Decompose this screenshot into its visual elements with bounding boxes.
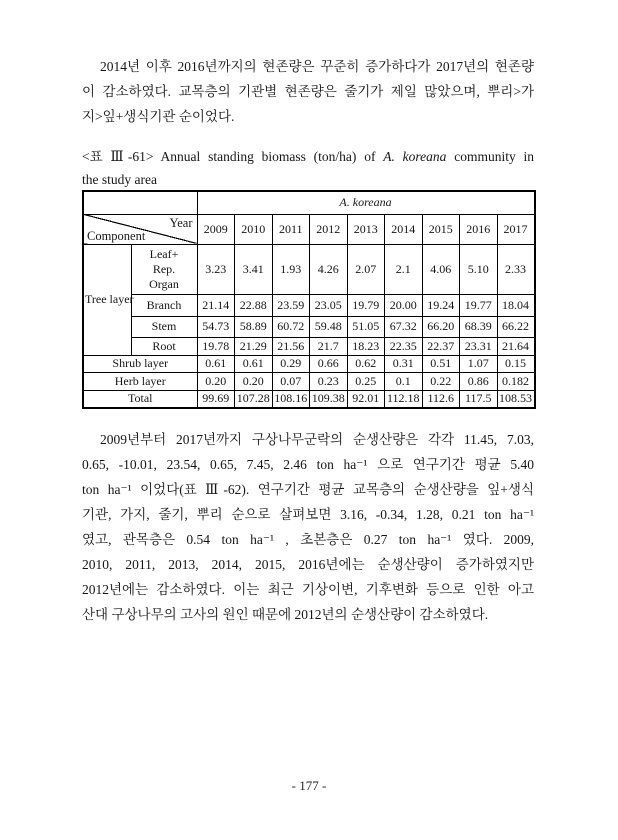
paragraph-line: 이 감소하였다. 교목층의 기관별 현존량은 줄기가 제일 많았으며, 뿌리>가	[82, 84, 534, 99]
total-label: Total	[83, 390, 197, 408]
table-cell: 54.73	[197, 316, 235, 337]
page-number: - 177 -	[291, 778, 327, 793]
paragraph-net-production	[82, 427, 534, 627]
table-cell: 3.41	[235, 244, 273, 294]
table-cell: 68.39	[460, 316, 498, 337]
table-cell: 1.07	[460, 355, 498, 372]
table-cell: 2.07	[347, 244, 385, 294]
table-cell: 51.05	[347, 316, 385, 337]
paragraph-line: 산대 구상나무의 고사의 원인 때문에 2012년의 순생산량이 감소하였다.	[82, 607, 489, 622]
table-cell: 0.61	[197, 355, 235, 372]
table-cell: 0.07	[272, 372, 310, 390]
table-cell: 20.00	[385, 294, 423, 316]
table-cell: 0.29	[272, 355, 310, 372]
table-cell: 99.69	[197, 390, 235, 408]
table-cell: 0.62	[347, 355, 385, 372]
table-cell: 2.33	[497, 244, 535, 294]
table-cell: 117.5	[460, 390, 498, 408]
paragraph-line: 2010, 2011, 2013, 2014, 2015, 2016년에는 순생산량이 증가하였지만	[82, 557, 534, 572]
table-caption-line-1: <표 Ⅲ-61> Annual standing biomass (ton/ha) of A. koreana community in	[82, 149, 534, 164]
leaf-label-line: Organ	[149, 276, 179, 291]
table-cell: 108.53	[497, 390, 535, 408]
paragraph-line: 2012년에는 감소하였다. 이는 최근 기상이변, 기후변화 등으로 인한 아고	[82, 582, 534, 597]
table-cell: 92.01	[347, 390, 385, 408]
table-cell: 22.37	[422, 337, 460, 355]
table-cell: 112.6	[422, 390, 460, 408]
table-cell: 0.31	[385, 355, 423, 372]
paragraph-line: 기관, 가지, 줄기, 뿌리 순으로 살펴보면 3.16, -0.34, 1.28, 0.21 ton ha⁻¹	[82, 507, 534, 522]
paragraph-standing-biomass	[82, 54, 534, 129]
paragraph-line: 2014년 이후 2016년까지의 현존량은 꾸준히 증가하다가 2017년의 현존량	[100, 59, 534, 74]
table-cell: 21.29	[235, 337, 273, 355]
table-cell: 19.77	[460, 294, 498, 316]
table-cell: 19.78	[197, 337, 235, 355]
table-cell: 18.04	[497, 294, 535, 316]
table-cell: 23.59	[272, 294, 310, 316]
stem-label: Stem	[131, 316, 197, 337]
table-cell: 21.14	[197, 294, 235, 316]
year-header: 2010	[235, 214, 273, 244]
paragraph-line: 0.65, -10.01, 23.54, 0.65, 7.45, 2.46 ton ha⁻¹ 으로 연구기간 평균 5.40	[82, 457, 534, 472]
tree-layer-label: Tree layer	[83, 244, 131, 355]
paragraph-line: ton ha⁻¹ 이었다(표 Ⅲ-62). 연구기간 평균 교목층의 순생산량을 잎+생식	[82, 482, 534, 497]
table-cell: 107.28	[235, 390, 273, 408]
table-cell: 4.06	[422, 244, 460, 294]
year-header: 2015	[422, 214, 460, 244]
year-header: 2009	[197, 214, 235, 244]
diagonal-component-label: Component	[87, 228, 146, 243]
year-header: 2013	[347, 214, 385, 244]
leaf-rep-organ-label	[131, 244, 197, 294]
table-cell: 5.10	[460, 244, 498, 294]
table-cell: 21.7	[310, 337, 348, 355]
table-cell: 0.15	[497, 355, 535, 372]
diagonal-year-label: Year	[169, 215, 193, 230]
table-cell: 23.31	[460, 337, 498, 355]
year-header: 2014	[385, 214, 423, 244]
year-header: 2016	[460, 214, 498, 244]
table-cell: 0.66	[310, 355, 348, 372]
shrub-layer-label: Shrub layer	[83, 355, 197, 372]
table-cell: 0.61	[235, 355, 273, 372]
table-cell: 19.24	[422, 294, 460, 316]
paragraph-line: 2009년부터 2017년까지 구상나무군락의 순생산량은 각각 11.45, 7.03,	[100, 432, 534, 447]
empty-corner-cell	[83, 191, 197, 214]
table-cell: 0.182	[497, 372, 535, 390]
leaf-label-line: Rep.	[152, 261, 176, 276]
table-cell: 0.23	[310, 372, 348, 390]
table-cell: 21.64	[497, 337, 535, 355]
table-cell: 109.38	[310, 390, 348, 408]
table-cell: 1.93	[272, 244, 310, 294]
table-cell: 66.22	[497, 316, 535, 337]
table-cell: 0.25	[347, 372, 385, 390]
table-cell: 21.56	[272, 337, 310, 355]
table-cell: 22.35	[385, 337, 423, 355]
table-cell: 4.26	[310, 244, 348, 294]
herb-layer-label: Herb layer	[83, 372, 197, 390]
table-caption	[82, 145, 534, 191]
year-header: 2012	[310, 214, 348, 244]
year-component-diagonal-cell	[83, 214, 197, 244]
table-cell: 60.72	[272, 316, 310, 337]
table-cell: 0.20	[235, 372, 273, 390]
branch-label: Branch	[131, 294, 197, 316]
table-cell: 23.05	[310, 294, 348, 316]
table-cell: 0.22	[422, 372, 460, 390]
table-cell: 0.1	[385, 372, 423, 390]
table-cell: 59.48	[310, 316, 348, 337]
table-cell: 2.1	[385, 244, 423, 294]
paragraph-line: 지>잎+생식기관 순이었다.	[82, 109, 235, 124]
table-cell: 0.20	[197, 372, 235, 390]
paragraph-line: 였고, 관목층은 0.54 ton ha⁻¹ , 초본층은 0.27 ton ha⁻¹ 였다. 2009,	[82, 532, 534, 547]
annual-standing-biomass-table	[82, 190, 536, 409]
table-cell: 18.23	[347, 337, 385, 355]
table-cell: 0.51	[422, 355, 460, 372]
year-header: 2011	[272, 214, 310, 244]
table-cell: 67.32	[385, 316, 423, 337]
table-cell: 108.16	[272, 390, 310, 408]
table-cell: 0.86	[460, 372, 498, 390]
table-cell: 66.20	[422, 316, 460, 337]
table-cell: 22.88	[235, 294, 273, 316]
table-cell: 3.23	[197, 244, 235, 294]
leaf-label-line: Leaf+	[149, 246, 179, 261]
table-cell: 112.18	[385, 390, 423, 408]
species-group-header: A. koreana	[197, 191, 535, 214]
root-label: Root	[131, 337, 197, 355]
table-cell: 58.89	[235, 316, 273, 337]
year-header: 2017	[497, 214, 535, 244]
table-caption-line-2: the study area	[82, 172, 157, 187]
table-cell: 19.79	[347, 294, 385, 316]
